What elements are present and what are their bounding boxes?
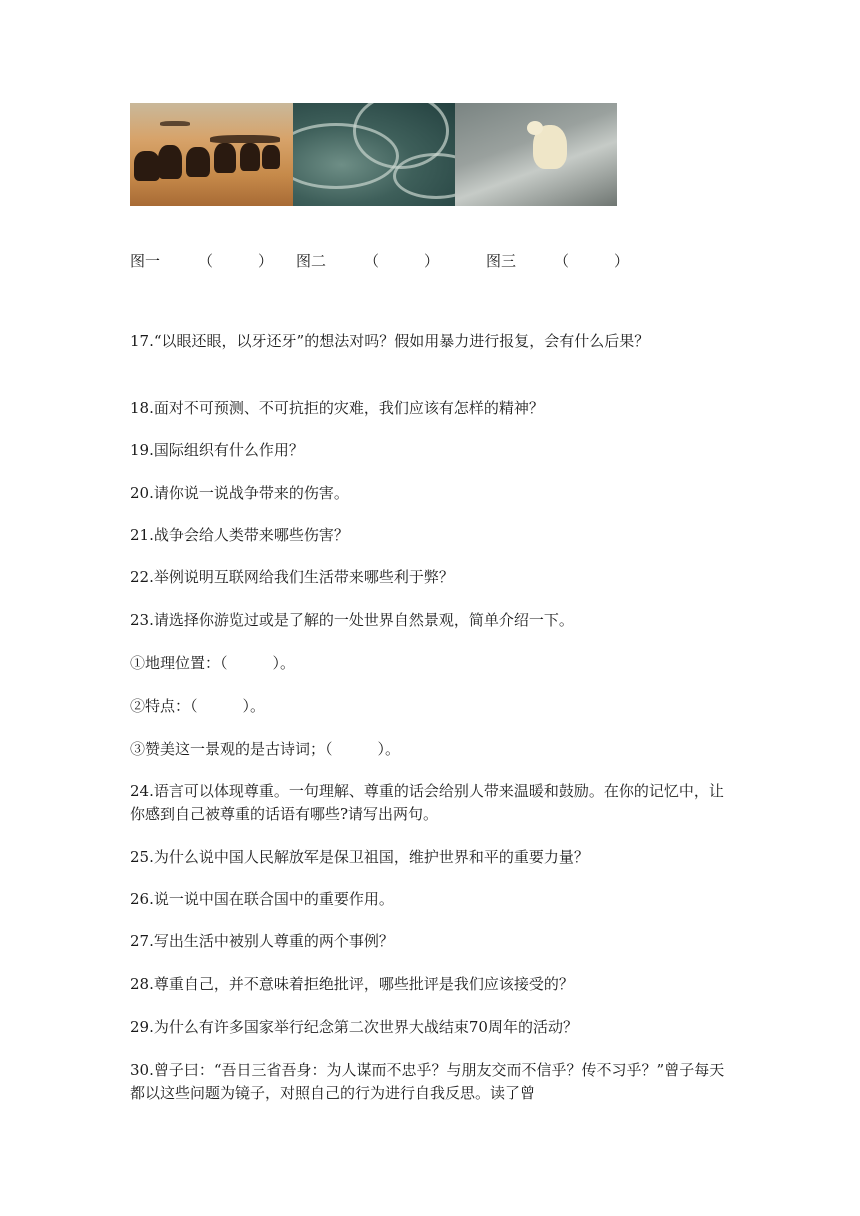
river-landscape-image xyxy=(293,103,455,206)
question-27: 27.写出生活中被别人尊重的两个事例？ xyxy=(130,932,394,950)
caption-label-2: 图二 xyxy=(296,252,327,270)
question-29: 29.为什么有许多国家举行纪念第二次世界大战结束70周年的活动？ xyxy=(130,1018,578,1036)
question-23: 23.请选择你游览过或是了解的一处世界自然景观，简单介绍一下。 xyxy=(130,611,574,629)
question-26: 26.说一说中国在联合国中的重要作用。 xyxy=(130,890,394,908)
polar-bear-image xyxy=(455,103,617,206)
desert-camel-caravan-image xyxy=(130,103,293,206)
caption-blank-1: （ ） xyxy=(198,252,274,270)
question-30: 30.曾子曰：“吾日三省吾身：为人谋而不忠乎？与朋友交而不信乎？传不习乎？”曾子每天都以这些问题为镜子，对照自己的行为进行自我反思。读了曾 xyxy=(130,1061,725,1102)
question-23-part-2: ②特点：（ ）。 xyxy=(130,697,266,715)
question-23-part-1: ①地理位置：（ ）。 xyxy=(130,654,296,672)
question-17: 17.“以眼还眼，以牙还牙”的想法对吗？假如用暴力进行报复，会有什么后果？ xyxy=(130,332,650,350)
question-18: 18.面对不可预测、不可抗拒的灾难，我们应该有怎样的精神？ xyxy=(130,399,544,417)
question-22: 22.举例说明互联网给我们生活带来哪些利于弊？ xyxy=(130,568,454,586)
figure-images xyxy=(130,103,617,206)
caption-label-3: 图三 xyxy=(486,252,517,270)
question-24: 24.语言可以体现尊重。一句理解、尊重的话会给别人带来温暖和鼓励。在你的记忆中，让你感到自己被尊重的话语有哪些?请写出两句。 xyxy=(130,782,724,823)
caption-blank-3: （ ） xyxy=(554,252,630,270)
question-20: 20.请你说一说战争带来的伤害。 xyxy=(130,484,349,502)
question-25: 25.为什么说中国人民解放军是保卫祖国，维护世界和平的重要力量？ xyxy=(130,848,589,866)
caption-blank-2: （ ） xyxy=(364,252,440,270)
question-28: 28.尊重自己，并不意味着拒绝批评，哪些批评是我们应该接受的？ xyxy=(130,975,574,993)
question-19: 19.国际组织有什么作用？ xyxy=(130,441,304,459)
caption-label-1: 图一 xyxy=(130,252,161,270)
question-23-part-3: ③赞美这一景观的是古诗词；（ ）。 xyxy=(130,740,401,758)
question-21: 21.战争会给人类带来哪些伤害？ xyxy=(130,526,349,544)
